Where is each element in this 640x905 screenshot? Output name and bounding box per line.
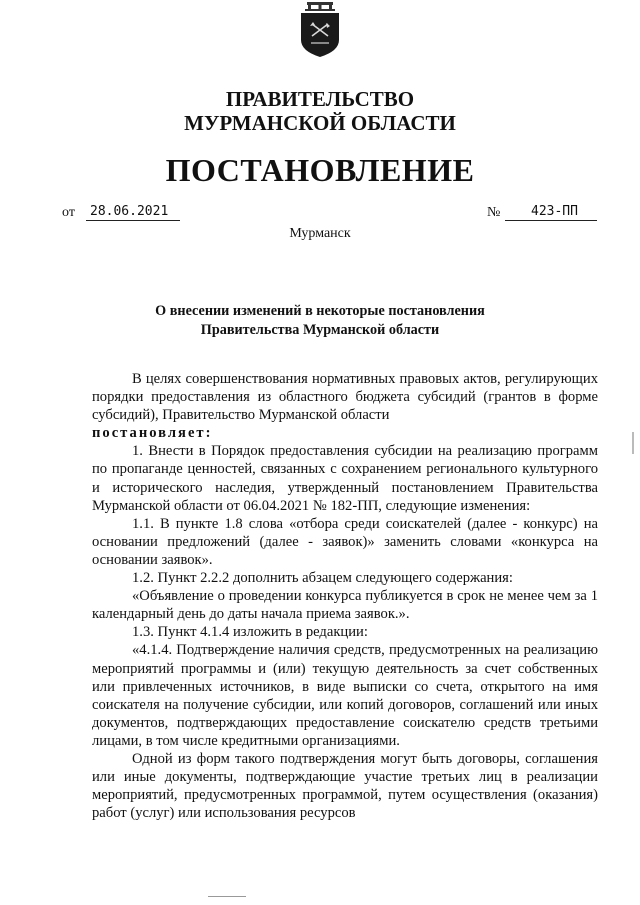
paragraph-4-1-4: «4.1.4. Подтверждение наличия средств, предусмотренных на реализацию мероприятий программы и (или) текущую деятельность за счет собственных или привлеченных источников, в виде выписки со счета, открытого на имя соискателя на получение субсидии, или копий договоров, соглашений или иных документов, подтверждающих предоставление соискателю средств третьими лицами, в том числе кредитными организациями. <box>92 642 598 749</box>
paragraph-1-2: 1.2. Пункт 2.2.2 дополнить абзацем следующего содержания: <box>132 570 513 587</box>
document-body <box>92 370 598 822</box>
number-label: № <box>487 205 501 220</box>
paragraph-last: Одной из форм такого подтверждения могут быть договоры, соглашения или иные документы, подтверждающие участие третьих лиц в реализации мероприятий, предусмотренных программой, путем осуществления (оказания) работ (услуг) или использования ресурсов <box>92 750 598 822</box>
paragraph-1: 1. Внести в Порядок предоставления субсидии на реализацию программ по пропаганде ценностей, связанных с сохранением регионального культурного и исторического наследия, утвержденный постановлением Правительства Мурманской области от 06.04.2021 № 182-ПП, следующие изменения: <box>92 443 598 514</box>
city: Мурманск <box>289 226 351 241</box>
document-type-heading: ПОСТАНОВЛЕНИЕ <box>165 152 475 188</box>
intro-text: В целях совершенствования нормативных правовых актов, регулирующих порядки предоставления из областного бюджета субсидий (грантов в форме субсидий), Правительство Мурманской области <box>92 371 598 424</box>
page-bottom-mark <box>208 896 246 897</box>
decree-paragraph <box>92 424 598 442</box>
scan-edge-mark <box>632 432 634 454</box>
document-date: 28.06.2021 <box>86 203 180 221</box>
date-label: от <box>62 205 75 220</box>
intro-paragraph <box>92 370 598 424</box>
coat-of-arms-icon <box>297 2 343 58</box>
document-number: 423-ПП <box>505 203 597 221</box>
paragraph-1-3: 1.3. Пункт 4.1.4 изложить в редакции: <box>132 624 368 641</box>
decree-word: постановляет: <box>92 425 213 442</box>
paragraph-1-1: 1.1. В пункте 1.8 слова «отбора среди соискателей (далее - конкурс) на основании предложений (далее - заявок)» заменить словами «конкурса на основании заявок». <box>92 515 598 568</box>
government-name-line2: МУРМАНСКОЙ ОБЛАСТИ <box>184 111 456 135</box>
document-title <box>80 302 560 340</box>
title-line1: О внесении изменений в некоторые постановления <box>155 303 485 319</box>
paragraph-1-2-quote: «Объявление о проведении конкурса публикуется в срок не менее чем за 1 календарный день до даты начала приема заявок.». <box>92 588 598 623</box>
government-name-line1: ПРАВИТЕЛЬСТВО <box>225 87 415 111</box>
title-line2: Правительства Мурманской области <box>200 322 440 338</box>
